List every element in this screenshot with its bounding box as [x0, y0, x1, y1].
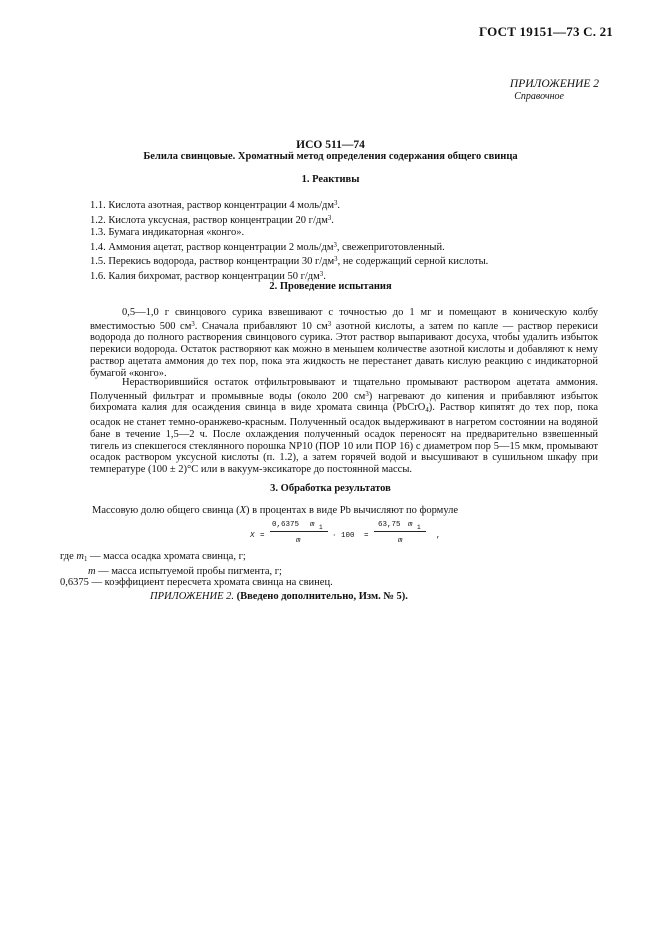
formula: [250, 521, 450, 551]
formula-x: X: [250, 532, 255, 540]
variable-legend: [60, 551, 333, 589]
formula-m2-sub: 1: [417, 524, 421, 531]
document-title: Белила свинцовые. Хроматный метод определения содержания общего свинца: [143, 151, 518, 162]
formula-eq-2: =: [364, 532, 369, 540]
appendix-title: ПРИЛОЖЕНИЕ 2: [509, 78, 599, 90]
list-item: 0,6375 — коэффициент пересчета хромата свинца на свинец.: [60, 577, 333, 589]
section-heading-results: 3. Обработка результатов: [270, 483, 391, 494]
list-item: m — масса испытуемой пробы пигмента, г;: [88, 565, 282, 577]
section-heading-test: 2. Проведение испытания: [269, 281, 392, 292]
formula-times: · 100: [332, 532, 355, 540]
page-header: ГОСТ 19151—73 С. 21: [479, 24, 613, 39]
paragraph-procedure-1: 0,5—1,0 г свинцового сурика взвешивают с точностью до 1 мг и помещают в коническую колбу вместимостью 500 $см^3$. Сначала прибавляют 10 $см^3$ азотной кислоты, а затем по капле — раствор перекиси водорода до полного растворения свинцового сурика. Этот раствор выпаривают досуха, чтобы удалить избыток перекиси водорода. Остаток растворяют как можно в меньшем количестве азотной кислоты и добавляют к нему раствор ацетата аммония до тех пор, пока эта жидкость не перестанет давать кислую реакцию с индикаторной бумагой «конго».: [90, 307, 598, 379]
list-item: 1.2. Кислота уксусная, раствор концентрации 20 $г/дм^3$.: [90, 214, 334, 226]
paragraph-procedure-2: Нерастворившийся остаток отфильтровывают и тщательно промывают раствором ацетата аммония. Полученный фильтрат и промывные воды (около 200 $см^3$) нагревают до кипения и прибавляют избыток бихромата калия для осаждения свинца в виде хромата свинца (PbCrO$_4$). Раствор кипятят до тех пор, пока осадок не станет темно-оранжево-красным. Полученный осадок выдерживают в нагретом состоянии на водяной бане в течение 1,5—2 ч. После охлаждения полученный осадок переносят на предварительно взвешенный тигель из спекшегося стеклянного порошка NP10 (ПОР 10 или ПОР 16) с диаметром пор 5—15 мкм, промывают осадок раствором уксусной кислоты (п. 1.2), а затем горячей водой и высушивают в сушильном шкафу при температуре (100 ± 2)°С или в вакуум-эксикаторе до постоянной массы.: [90, 377, 599, 475]
list-item: 1.1. Кислота азотная, раствор концентрации 4 моль/$дм^3$.: [90, 200, 341, 211]
formula-m2: m: [408, 521, 413, 529]
formula-num2: 63,75: [378, 521, 401, 529]
reagent-list: [90, 198, 488, 284]
fraction-line-1: [270, 531, 328, 532]
amendment-note: ПРИЛОЖЕНИЕ 2. (Введено дополнительно, Изм. № 5).: [150, 591, 408, 602]
list-item: 1.3. Бумага индикаторная «конго».: [90, 227, 245, 239]
formula-eq-1: =: [260, 532, 265, 540]
standard-number: ИСО 511—74: [296, 139, 365, 151]
list-item: где $m_1$ — масса осадка хромата свинца, г;: [60, 551, 246, 563]
formula-m1-sub: 1: [319, 524, 323, 531]
formula-intro: Массовую долю общего свинца (X) в процентах в виде Pb вычисляют по формуле: [92, 505, 459, 516]
formula-comma: ,: [436, 532, 441, 540]
fraction-line-2: [374, 531, 426, 532]
appendix-subtitle: Справочное: [514, 91, 564, 102]
section-heading-reagents: 1. Реактивы: [301, 174, 360, 185]
list-item: 1.5. Перекись водорода, раствор концентрации 30 $г/дм^3$, не содержащий серной кислоты.: [90, 256, 489, 268]
list-item: 1.6. Калия бихромат, раствор концентрации 50 $г/дм^3$.: [90, 270, 326, 282]
list-item: 1.4. Аммония ацетат, раствор концентрации 2 моль/$дм^3$, свежеприготовленный.: [90, 241, 445, 253]
formula-den2: m: [398, 537, 403, 545]
formula-m1: m: [310, 521, 315, 529]
formula-num1: 0,6375: [272, 521, 300, 529]
formula-den1: m: [296, 537, 301, 545]
